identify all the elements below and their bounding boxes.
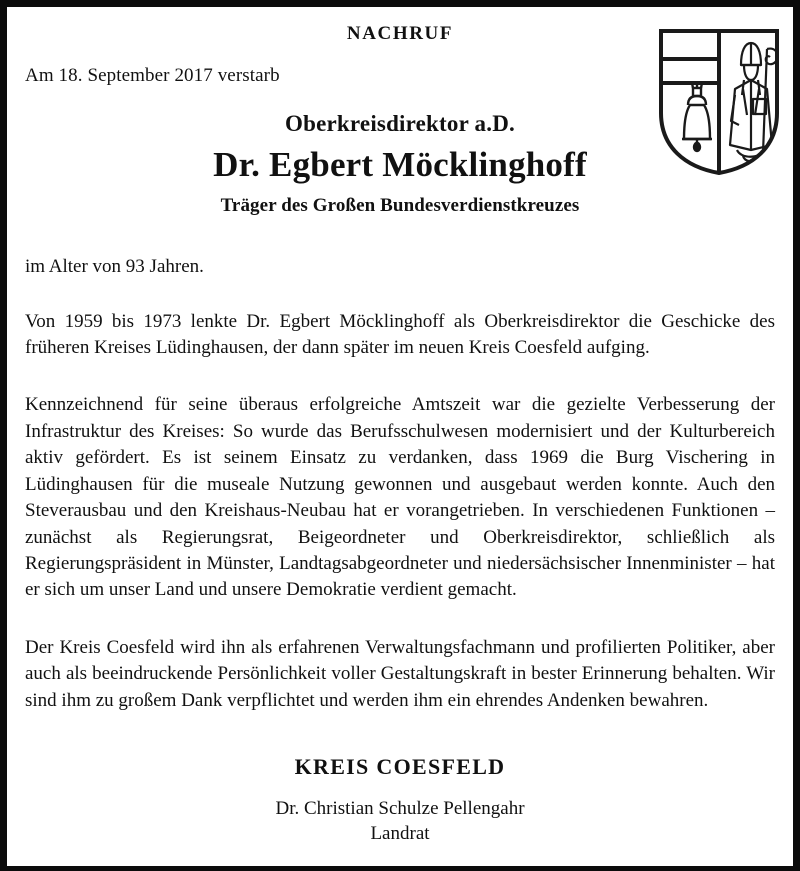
death-date-line: Am 18. September 2017 verstarb bbox=[25, 64, 280, 86]
notice-content bbox=[7, 7, 793, 866]
body-paragraph: Kennzeichnend für seine überaus erfolgreiche Amtszeit war die gezielte Verbesserung der Infrastruktur des Kreises: So wurde das Berufsschulwesen modernisiert und der Kulturbereich aktiv gefördert. Es ist seinem Einsatz zu verdanken, dass 1969 die Burg Vischering in Lüdinghausen für die museale Nutzung gewonnen und ausgebaut werden konnte. Auch den Steverausbau und den Kreishaus-Neubau hat er vorangetrieben. In verschiedenen Funktionen – zunächst als Regierungsrat, Beigeordneter und Oberkreisdirektor, schließlich als Regierungspräsident in Münster, Landtagsabgeordneter und niedersächsischer Innenminister – hat er sich um unser Land und unsere Demokratie verdient gemacht. bbox=[25, 394, 775, 601]
body-paragraph: Von 1959 bis 1973 lenkte Dr. Egbert Möcklinghoff als Oberkreisdirektor die Geschicke des früheren Kreises Lüdinghausen, der dann später im neuen Kreis Coesfeld aufging. bbox=[25, 310, 775, 359]
signature-block bbox=[25, 754, 775, 847]
signatory-name: Dr. Christian Schulze Pellengahr bbox=[275, 798, 525, 820]
deceased-rank: Oberkreisdirektor a.D. bbox=[285, 110, 515, 136]
issuing-organisation: KREIS COESFELD bbox=[294, 753, 506, 779]
page-title: NACHRUF bbox=[346, 23, 454, 44]
body-paragraph: Der Kreis Coesfeld wird ihn als erfahrenen Verwaltungsfachmann und profilierten Politiker, aber auch als beeindruckende Persönlichkeit voller Gestaltungskraft in bester Erinnerung behalten. Wir sind ihm zu großem Dank verpflichtet und werden ihm ein ehrendes Andenken bewahren. bbox=[25, 636, 775, 711]
signatory-role: Landrat bbox=[370, 822, 430, 844]
coat-of-arms-emblem bbox=[655, 25, 783, 177]
deceased-name: Dr. Egbert Möcklinghoff bbox=[213, 145, 587, 185]
age-line: im Alter von 93 Jahren. bbox=[25, 255, 204, 277]
deceased-honour: Träger des Großen Bundesverdienstkreuzes bbox=[220, 194, 580, 216]
